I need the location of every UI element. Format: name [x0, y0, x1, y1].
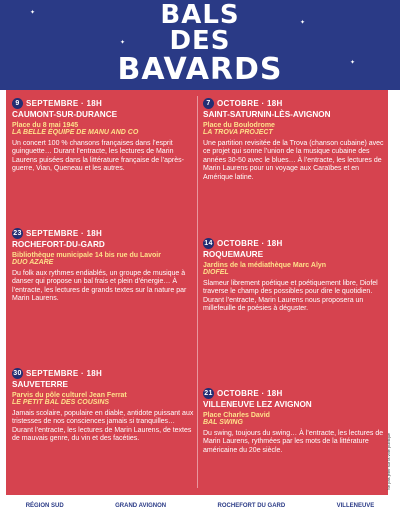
side-legal-text: Ne pas jeter sur la voie publique — [386, 432, 391, 490]
event-date — [12, 368, 194, 379]
date-label: SEPTEMBRE · 18H — [26, 369, 103, 378]
event-date — [12, 228, 194, 239]
title-des: DES — [169, 26, 231, 56]
event-caumont — [12, 98, 194, 174]
event-band: LA TROVA PROJECT — [203, 129, 273, 136]
logo-grand-avignon: GRAND AVIGNON — [115, 502, 167, 509]
day-badge: 14 — [204, 240, 213, 247]
event-date — [203, 388, 385, 399]
event-venue: Place du Boulodrome — [203, 122, 275, 129]
event-villeneuve — [203, 388, 385, 455]
title-bavards: BAVARDS — [117, 52, 283, 87]
day-badge: 7 — [203, 98, 214, 109]
day-badge: 30 — [13, 370, 22, 377]
event-venue: Place du 8 mai 1945 — [12, 122, 79, 129]
event-rochefort — [12, 228, 194, 304]
event-roquemaure — [203, 238, 385, 314]
event-date — [12, 98, 194, 109]
event-sauveterre — [12, 368, 194, 444]
event-place: ROCHEFORT-DU-GARD — [12, 240, 105, 249]
event-venue: Parvis du pôle culturel Jean Ferrat — [12, 392, 127, 399]
title-bals: BALS — [160, 0, 240, 30]
event-venue: Place Charles David — [203, 412, 270, 419]
event-description: Jamais scolaire, populaire en diable, antidote puissant aux tristesses de nos consciences jamais si tranquilles… Durant l’entracte, les lectures de Marin Laurens, de textes de mauvais genre, du vin et des facéties. — [12, 410, 194, 443]
event-venue: Bibliothèque municipale 14 bis rue du Lavoir — [12, 252, 161, 259]
event-place: CAUMONT-SUR-DURANCE — [12, 110, 118, 119]
logo-villeneuve: VILLENEUVE — [336, 502, 375, 509]
event-band: LA BELLE ÉQUIPE DE MANU AND CO — [12, 129, 139, 136]
event-place: ROQUEMAURE — [203, 250, 264, 259]
date-label: OCTOBRE · 18H — [217, 99, 283, 108]
event-place: SAINT-SATURNIN-LÈS-AVIGNON — [203, 110, 331, 119]
date-label: OCTOBRE · 18H — [217, 389, 283, 398]
event-band: LE PETIT BAL DES COUSINS — [12, 399, 110, 406]
poster-header — [0, 0, 400, 90]
day-badge: 23 — [13, 230, 22, 237]
logo-rochefort: ROCHEFORT DU GARD — [217, 502, 286, 509]
event-description: Du swing, toujours du swing… À l’entracte, les lectures de Marin Laurens, rythmées par les mots de la littérature américaine du 20e siècle. — [203, 430, 384, 454]
logo-region: RÉGION SUD — [25, 502, 64, 509]
event-description: Du folk aux rythmes endiablés, un groupe de musique à danser qui propose un bal frais et plein d’énergie… À l’entracte, les lectures de grands textes sur la nature par Marin Laurens. — [12, 270, 187, 303]
day-badge: 21 — [204, 390, 213, 397]
event-description: Une partition revisitée de la Trova (chanson cubaine) avec ce projet qui sonne l’union de la musique cubaine des années 30-50 avec le blues… À l’entracte, les lectures de Marin Laurens pour un voyage aux Caraïbes et en Amérique latine. — [203, 140, 384, 181]
date-label: SEPTEMBRE · 18H — [26, 99, 103, 108]
event-saint-saturnin — [203, 98, 385, 182]
date-label: OCTOBRE · 18H — [217, 239, 283, 248]
event-description: Slameur librement poétique et poétiquement libre, Diofel traverse le champ des possibles pour dire le quotidien. Durant l’entracte, Marin Laurens nous proposera un millefeuille de poésies à déguster. — [203, 280, 378, 313]
event-band: DIOFEL — [203, 269, 229, 276]
event-band: BAL SWING — [203, 419, 243, 426]
event-place: VILLENEUVE LEZ AVIGNON — [203, 400, 312, 409]
star-icon: ✦ — [120, 40, 126, 46]
event-description: Un concert 100 % chansons françaises dans l’esprit guinguette… Durant l’entracte, les lectures de Marin Laurens puisées dans la littérature française de l’après-guerre, Vian, Queneau et les autres. — [12, 140, 184, 173]
day-badge: 9 — [12, 98, 23, 109]
event-date — [203, 238, 385, 249]
partner-logos — [0, 495, 400, 516]
date-label: SEPTEMBRE · 18H — [26, 229, 103, 238]
event-place: SAUVETERRE — [12, 380, 68, 389]
star-icon: ✦ — [300, 20, 306, 26]
star-icon: ✦ — [350, 60, 356, 66]
event-band: DUO AZARE — [12, 259, 54, 266]
event-venue: Jardins de la médiathèque Marc Alyn — [203, 262, 327, 269]
event-date — [203, 98, 385, 109]
column-divider — [197, 96, 198, 488]
star-icon: ✦ — [30, 10, 36, 16]
